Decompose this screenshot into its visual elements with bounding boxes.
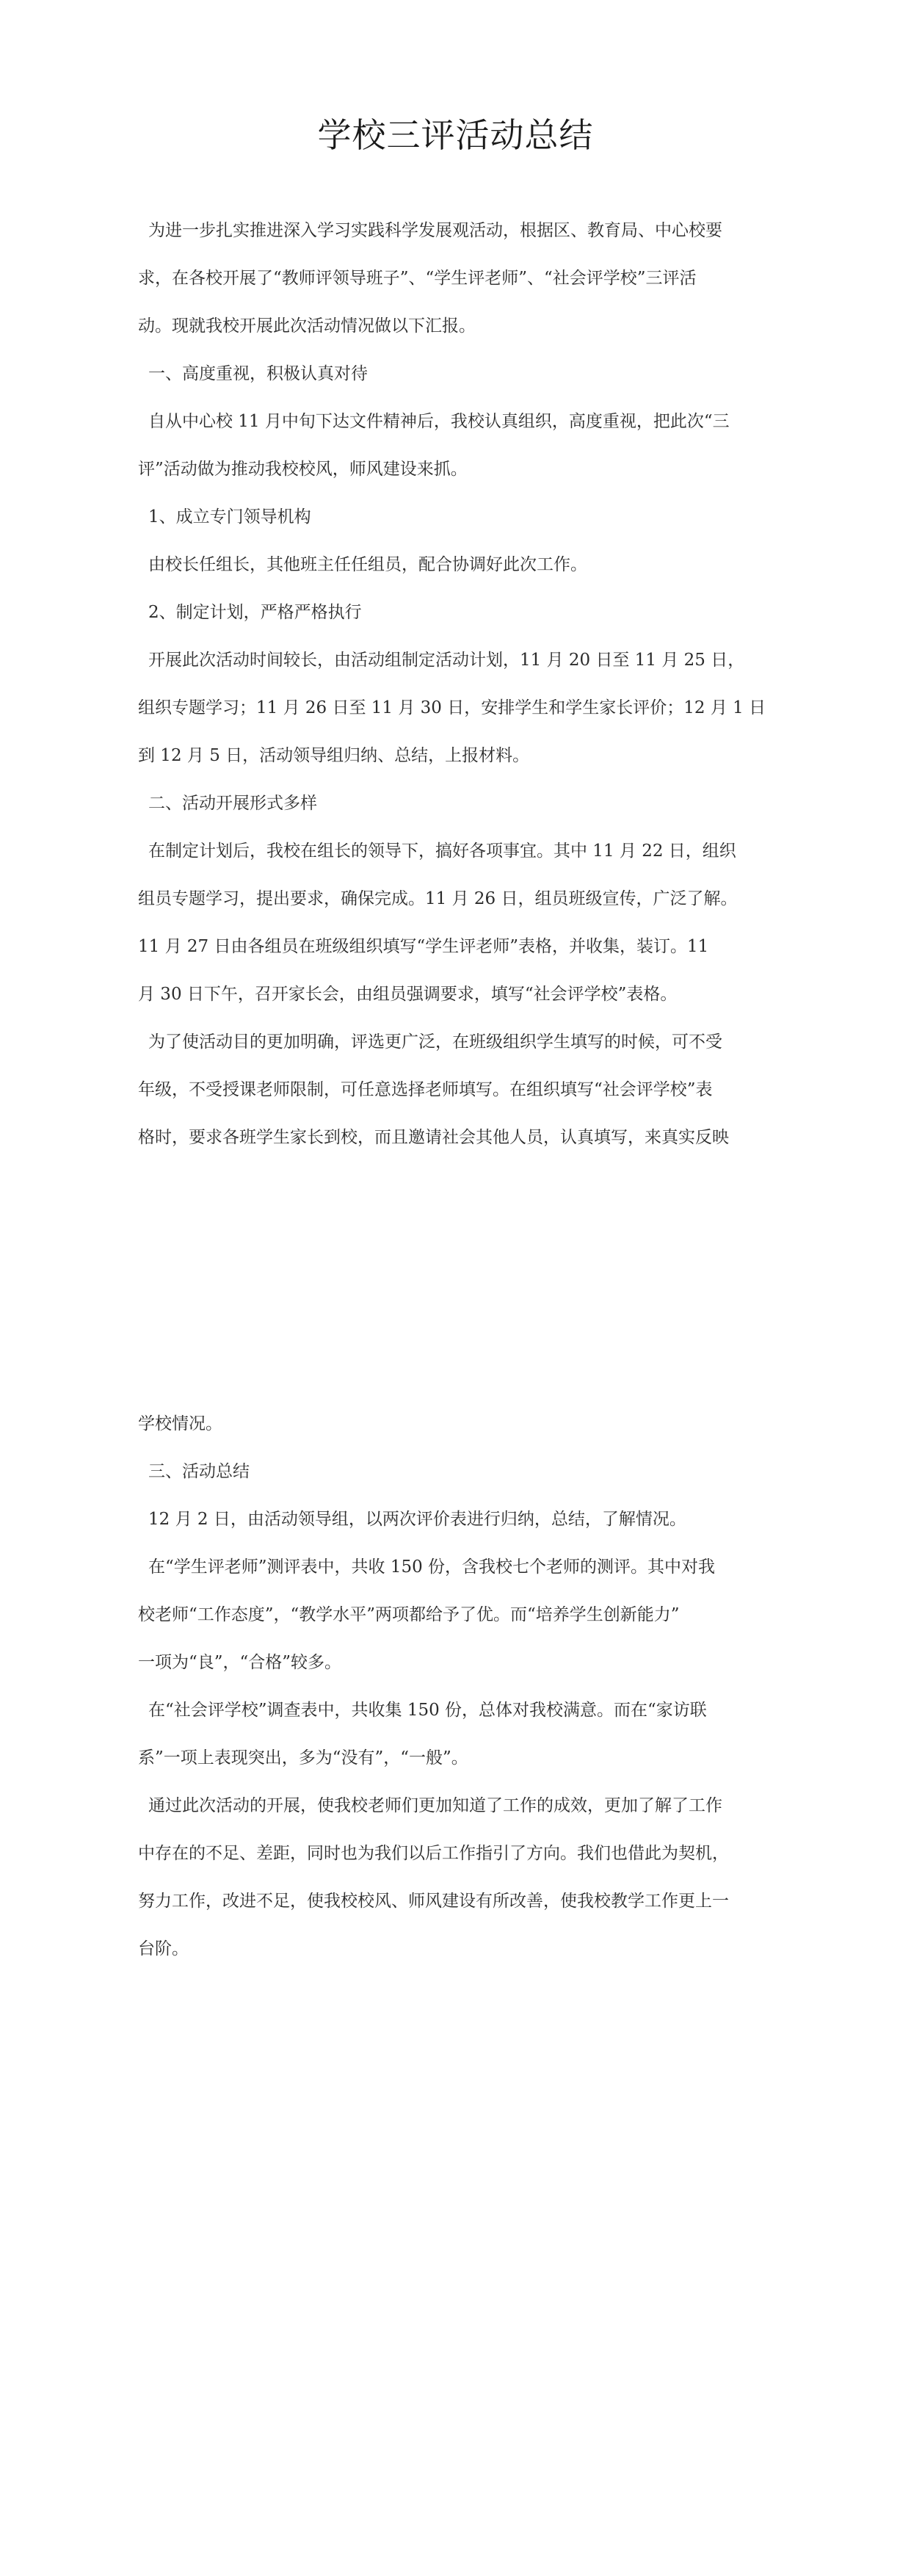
paragraph-line: 组织专题学习；11 月 26 日至 11 月 30 日，安排学生和学生家长评价；12 月 1 日 [138,698,766,717]
paragraph-line: 开展此次活动时间较长，由活动组制定活动计划，11 月 20 日至 11 月 25 日， [148,651,745,670]
paragraph-line: 11 月 27 日由各组员在班级组织填写“学生评老师”表格，并收集，装订。11 [138,937,709,956]
paragraph-line: 12 月 2 日，由活动领导组，以两次评价表进行归纳，总结，了解情况。 [148,1510,686,1529]
heading-text: 三、活动总结 [148,1462,250,1481]
paragraph-line: 求，在各校开展了“教师评领导班子”、“学生评老师”、“社会评学校”三评活 [138,269,697,288]
section-heading-2 [138,780,784,828]
paragraph-line: 在“学生评老师”测评表中，共收 150 份，含我校七个老师的测评。其中对我 [148,1557,716,1577]
paragraph-6-continued [138,1400,784,1448]
paragraph-line: 通过此次活动的开展，使我校老师们更加知道了工作的成效，更加了解了工作 [148,1796,722,1815]
paragraph-line: 动。现就我校开展此次活动情况做以下汇报。 [138,316,476,336]
paragraph-line: 努力工作，改进不足，使我校校风、师风建设有所改善，使我校教学工作更上一 [138,1892,729,1911]
paragraph-line: 格时，要求各班学生家长到校，而且邀请社会其他人员，认真填写，来真实反映 [138,1128,729,1147]
paragraph-line: 月 30 日下午，召开家长会，由组员强调要求，填写“社会评学校”表格。 [138,985,678,1004]
paragraph-line: 为进一步扎实推进深入学习实践科学发展观活动，根据区、教育局、中心校要 [148,221,722,240]
paragraph-9 [138,1687,784,1782]
paragraph-line: 评”活动做为推动我校校风，师风建设来抓。 [138,460,468,479]
document-title: 学校三评活动总结 [317,115,594,155]
paragraph-line: 到 12 月 5 日，活动领导组归纳、总结，上报材料。 [138,746,530,765]
paragraph-6 [138,1019,784,1162]
section-heading-3 [138,1448,784,1496]
paragraph-3 [138,541,784,589]
paragraph-2 [138,398,784,493]
subsection-heading-2 [138,589,784,637]
paragraph-line: 由校长任组长，其他班主任任组员，配合协调好此次工作。 [148,555,587,574]
heading-text: 2、制定计划，严格严格执行 [148,603,362,622]
paragraph-line: 为了使活动目的更加明确，评选更广泛，在班级组织学生填写的时候，可不受 [148,1032,722,1052]
heading-text: 二、活动开展形式多样 [148,794,317,813]
paragraph-5 [138,828,784,1019]
paragraph-line: 组员专题学习，提出要求，确保完成。11 月 26 日，组员班级宣传，广泛了解。 [138,889,738,908]
paragraph-line: 校老师“工作态度”，“教学水平”两项都给予了优。而“培养学生创新能力” [138,1605,680,1624]
paragraph-line: 中存在的不足、差距，同时也为我们以后工作指引了方向。我们也借此为契机， [138,1844,729,1863]
paragraph-8 [138,1544,784,1687]
paragraph-line: 在“社会评学校”调查表中，共收集 150 份，总体对我校满意。而在“家访联 [148,1701,707,1720]
paragraph-intro [138,207,784,350]
paragraph-10 [138,1782,784,1973]
paragraph-line: 系”一项上表现突出，多为“没有”，“一般”。 [138,1748,468,1768]
subsection-heading-1 [138,493,784,541]
heading-text: 1、成立专门领导机构 [148,507,311,527]
paragraph-line: 年级，不受授课老师限制，可任意选择老师填写。在组织填写“社会评学校”表 [138,1080,713,1099]
paragraph-line: 学校情况。 [138,1414,222,1433]
paragraph-4 [138,637,784,780]
paragraph-line: 台阶。 [138,1939,189,1958]
section-heading-1 [138,350,784,398]
paragraph-line: 自从中心校 11 月中旬下达文件精神后，我校认真组织，高度重视，把此次“三 [148,412,730,431]
paragraph-7 [138,1496,784,1544]
heading-text: 一、高度重视，积极认真对待 [148,364,368,383]
paragraph-line: 一项为“良”，“合格”较多。 [138,1653,342,1672]
paragraph-line: 在制定计划后，我校在组长的领导下，搞好各项事宜。其中 11 月 22 日，组织 [148,842,736,861]
